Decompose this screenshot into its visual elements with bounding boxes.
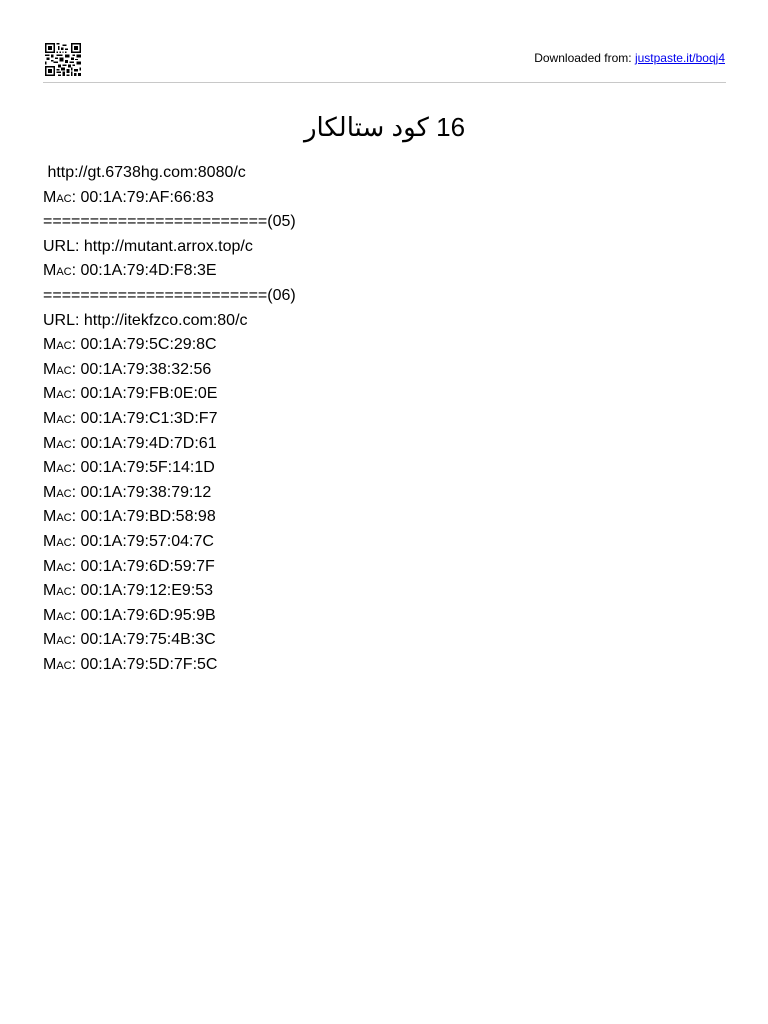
mac-label: Mac [43,606,72,624]
mac-label: Mac [43,360,72,378]
mac-label: Mac [43,188,72,206]
mac-address-line [43,555,726,580]
page-title: 16 كود ستالكار [303,112,466,142]
url-line [43,309,726,334]
mac-address-line [43,259,726,284]
line-text: : 00:1A:79:12:E9:53 [71,582,214,600]
mac-address-line [43,333,726,358]
line-text: : 00:1A:79:6D:95:9B [71,606,216,624]
line-text: : 00:1A:79:5D:7F:5C [71,655,218,673]
mac-address-line [43,432,726,457]
mac-label: Mac [43,409,72,427]
line-text: : 00:1A:79:5F:14:1D [71,459,215,477]
mac-address-line [43,456,726,481]
header-divider [43,82,726,83]
mac-address-line [43,628,726,653]
qr-code-icon [45,43,81,76]
line-text: : 00:1A:79:38:32:56 [71,360,212,378]
line-text: : 00:1A:79:4D:7D:61 [71,434,217,452]
line-text: : 00:1A:79:5C:29:8C [71,336,217,354]
mac-address-line [43,358,726,383]
mac-address-line [43,382,726,407]
mac-label: Mac [43,631,72,649]
mac-label: Mac [43,557,72,575]
line-text: : 00:1A:79:BD:58:98 [71,508,216,526]
line-text: : 00:1A:79:C1:3D:F7 [71,409,218,427]
mac-address-line [43,604,726,629]
line-text: : 00:1A:79:57:04:7C [71,532,214,550]
line-text: : 00:1A:79:6D:59:7F [71,557,215,575]
mac-label: Mac [43,459,72,477]
download-link[interactable]: justpaste.it/boqj4 [634,51,725,65]
line-text: : 00:1A:79:4D:F8:3E [71,262,217,280]
mac-label: Mac [43,582,72,600]
line-text: : 00:1A:79:38:79:12 [71,483,212,501]
url-line [43,235,726,260]
mac-address-line [43,407,726,432]
separator-line [43,210,726,235]
mac-label: Mac [43,532,72,550]
line-text: URL: http://mutant.arrox.top/c [43,237,253,255]
download-source [534,51,725,65]
line-text: : 00:1A:79:AF:66:83 [71,188,214,206]
mac-address-line [43,481,726,506]
mac-label: Mac [43,336,72,354]
line-text: URL: http://itekfzco.com:80/c [43,311,248,329]
mac-address-line [43,186,726,211]
mac-label: Mac [43,483,72,501]
line-text: ========================(06) [43,286,296,304]
line-text: http://gt.6738hg.com:8080/c [43,164,246,181]
line-text: : 00:1A:79:75:4B:3C [71,631,216,649]
mac-label: Mac [43,508,72,526]
document-body [43,161,726,677]
mac-address-line [43,653,726,678]
mac-label: Mac [43,385,72,403]
mac-label: Mac [43,262,72,280]
line-text: : 00:1A:79:FB:0E:0E [71,385,218,403]
line-text: ========================(05) [43,213,296,231]
download-prefix: Downloaded from: [534,51,635,65]
mac-label: Mac [43,655,72,673]
mac-label: Mac [43,434,72,452]
mac-address-line [43,505,726,530]
mac-address-line [43,579,726,604]
mac-address-line [43,530,726,555]
separator-line [43,284,726,309]
url-line [43,161,726,186]
